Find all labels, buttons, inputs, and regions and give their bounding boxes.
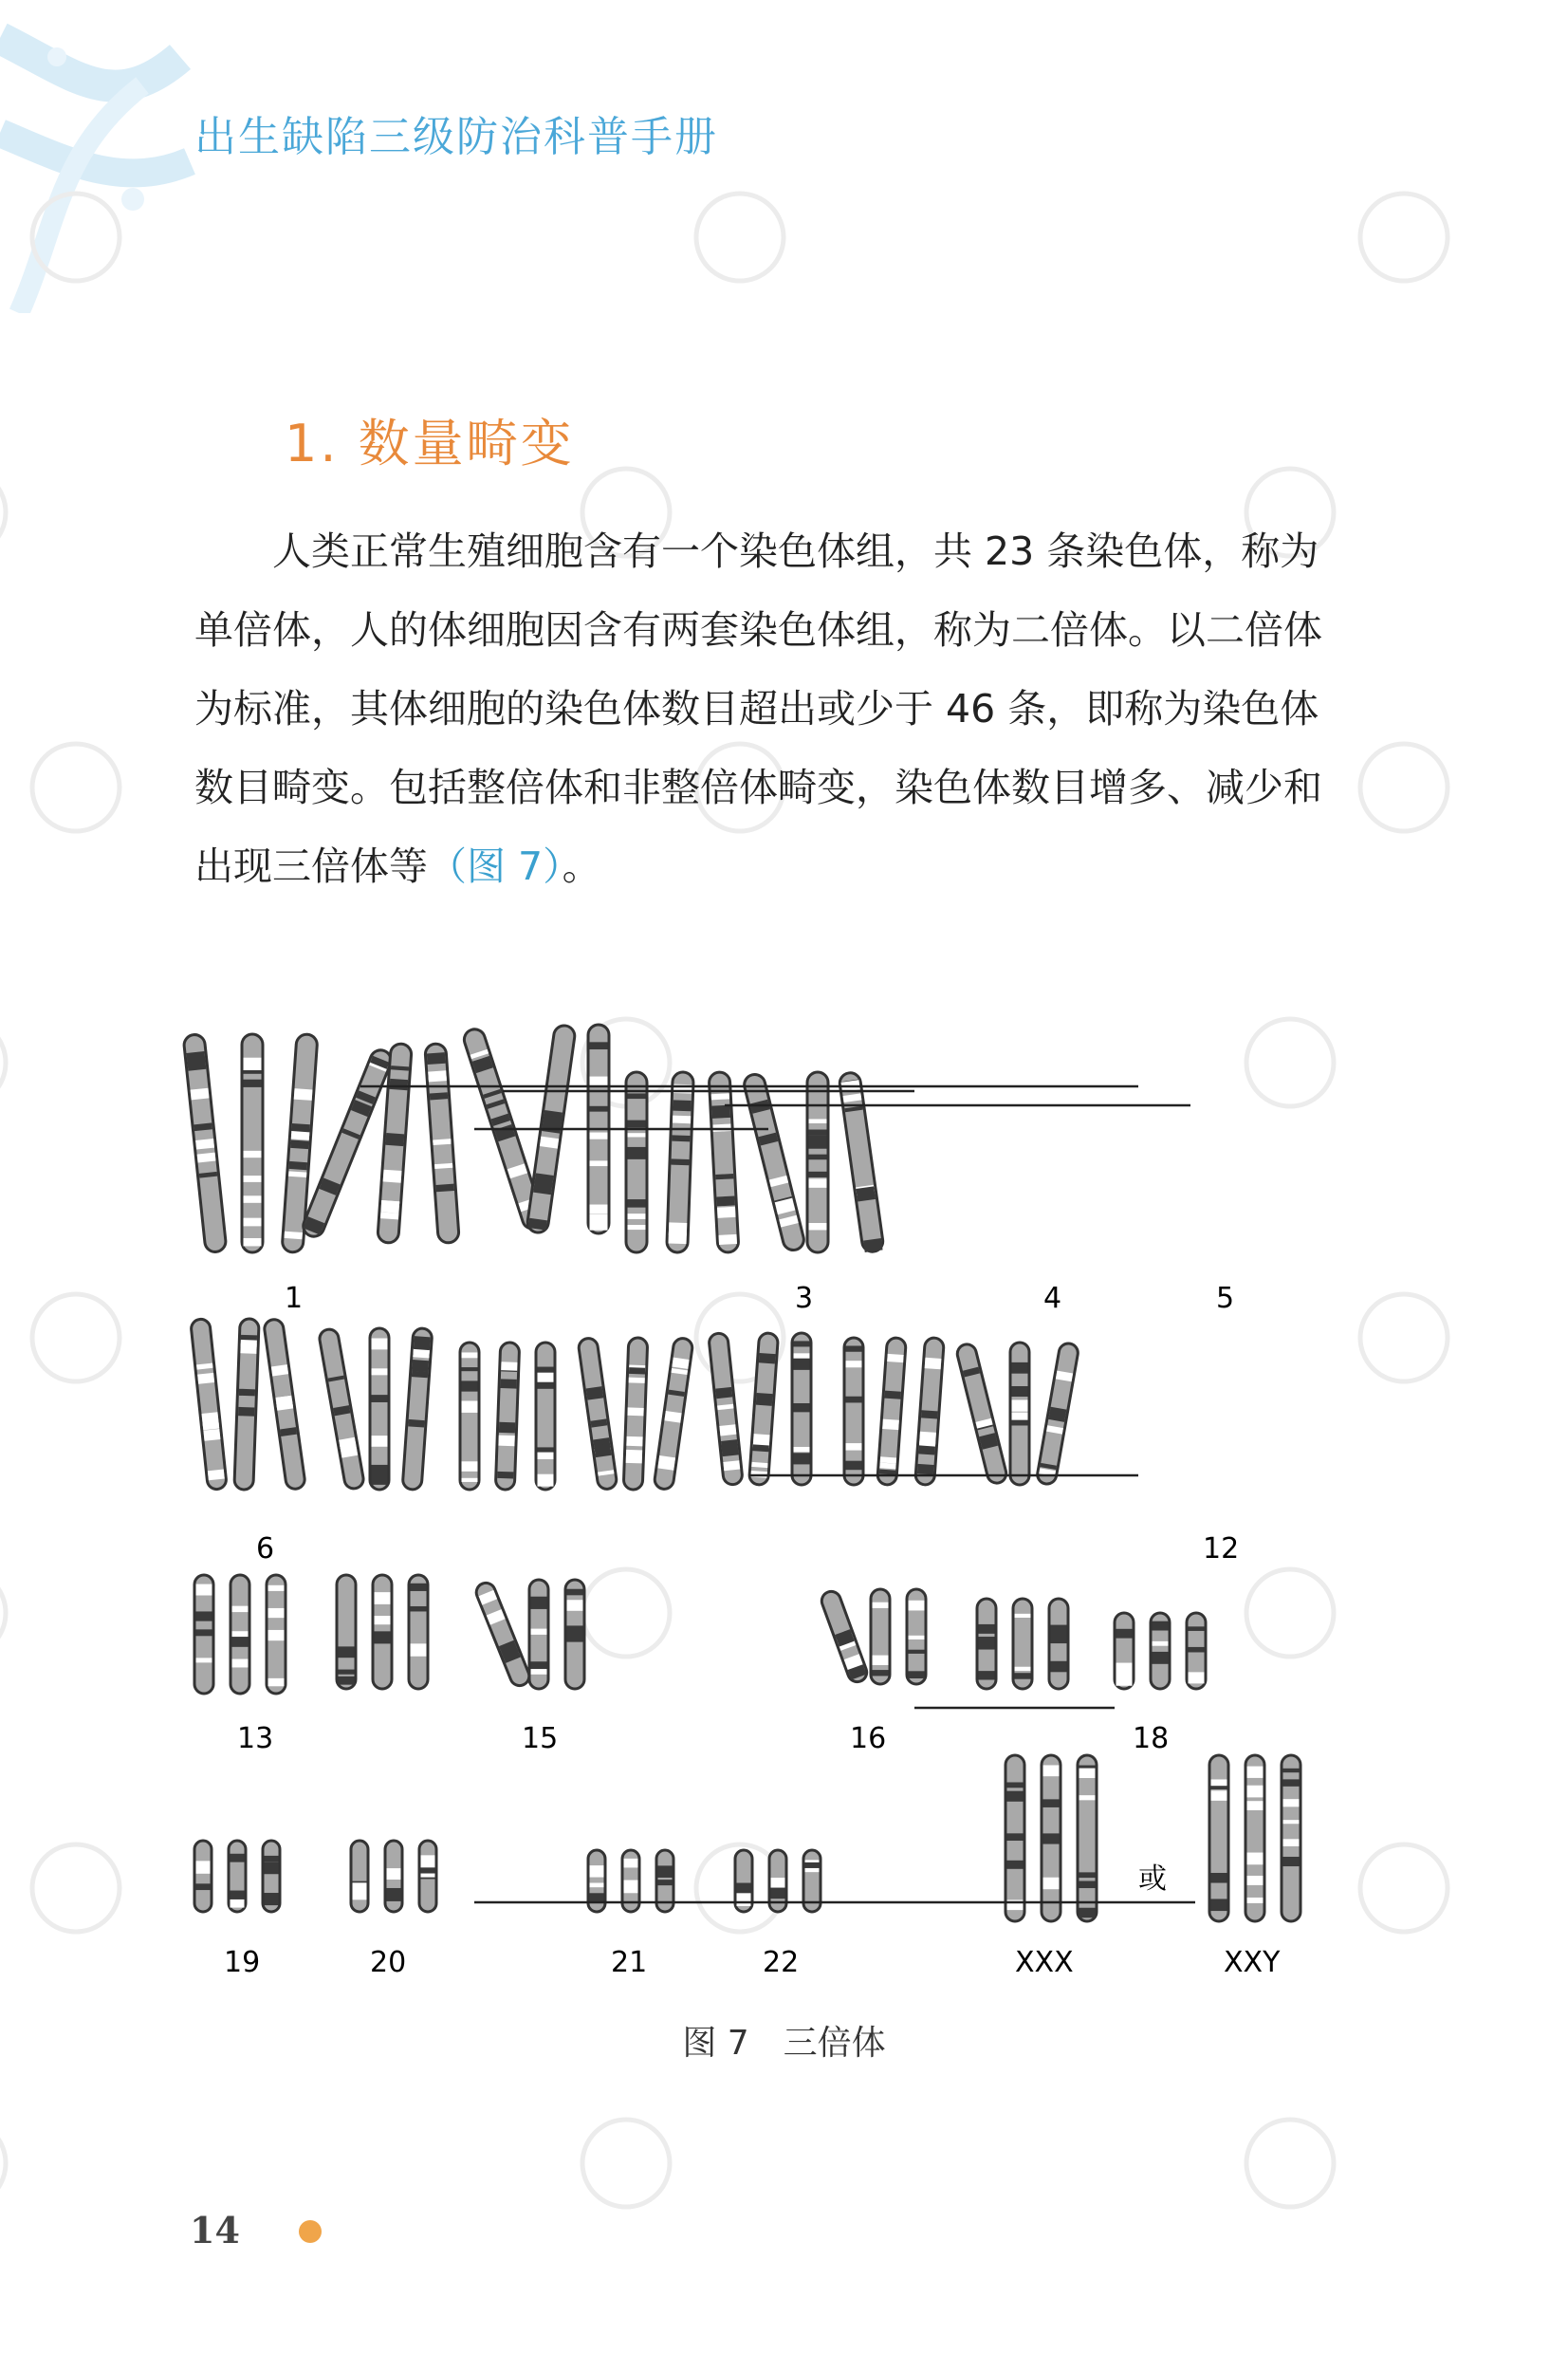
chromosome-10-3 <box>792 1333 811 1485</box>
chromosome-14-1 <box>337 1575 356 1689</box>
chromosome-18-2 <box>1151 1613 1170 1689</box>
chromosome-x-3 <box>1078 1755 1097 1921</box>
body-paragraph <box>194 512 1333 906</box>
chromosome-7-3 <box>402 1328 433 1491</box>
group-label-2-start: 4 <box>1043 1282 1062 1315</box>
page-number: 14 <box>190 2209 240 2251</box>
watermark-seal-icon <box>0 469 6 556</box>
sex-label-or: 或 <box>1138 1862 1167 1896</box>
chromosome-15-2 <box>529 1580 548 1689</box>
figure-reference-link[interactable]: （图 7） <box>428 843 563 889</box>
chromosome-14-2 <box>373 1575 392 1689</box>
chromosome-18-1 <box>1115 1613 1134 1689</box>
chromosome-17-2 <box>1013 1599 1032 1689</box>
chromosome-set <box>183 1025 1301 1921</box>
chromosome-12-3 <box>1036 1342 1079 1485</box>
section-title: 1. 数量畸变 <box>285 414 575 473</box>
group-label-1-start: 1 <box>285 1282 304 1315</box>
chromosome-1-1 <box>183 1033 227 1252</box>
chromosome-10-2 <box>748 1332 778 1485</box>
chromosome-20-3 <box>419 1841 436 1912</box>
group-label-4-end: 15 <box>522 1722 559 1755</box>
watermark-seal-icon <box>32 1294 120 1381</box>
chromosome-6-3 <box>264 1318 306 1490</box>
sex-label-xxx: XXX <box>1015 1946 1074 1979</box>
chromosome-11-2 <box>877 1337 907 1485</box>
group-label-7-end: 22 <box>763 1946 800 1979</box>
group-label-6-end: 20 <box>370 1946 407 1979</box>
dna-helix-decoration <box>0 0 218 313</box>
chromosome-y-3 <box>1282 1755 1301 1921</box>
chromosome-7-2 <box>370 1328 389 1490</box>
chromosome-5-3 <box>839 1071 884 1252</box>
chromosome-4-3 <box>709 1072 739 1253</box>
chromosome-4-2 <box>667 1072 694 1253</box>
watermark-seal-icon <box>582 2120 670 2207</box>
chromosome-5-2 <box>807 1072 828 1252</box>
sex-label-xxy: XXY <box>1224 1946 1281 1979</box>
chromosome-20-2 <box>385 1841 402 1912</box>
chromosome-9-3 <box>654 1337 693 1490</box>
chromosome-13-2 <box>231 1575 249 1694</box>
watermark-seal-icon <box>32 744 120 831</box>
group-label-1-end: 3 <box>795 1282 814 1315</box>
chromosome-1-2 <box>242 1034 263 1252</box>
chromosome-7-1 <box>318 1328 364 1491</box>
chromosome-9-2 <box>623 1338 648 1491</box>
paragraph-main-text: 人类正常生殖细胞含有一个染色体组，共 23 条染色体，称为单倍体，人的体细胞因含有两套染色体组，称为二倍体。以二倍体为标准，其体细胞的染色体数目超出或少于 46 条，即称为染色体数目畸变。包括整倍体和非整倍体畸变，染色体数目增多、减少和出现三倍体等 <box>194 528 1322 889</box>
group-label-4-start: 13 <box>237 1722 274 1755</box>
chromosome-x-2 <box>1042 1755 1061 1921</box>
group-label-5-start: 16 <box>850 1722 887 1755</box>
chromosome-4-1 <box>626 1072 647 1252</box>
chromosome-19-3 <box>263 1841 280 1912</box>
chromosome-y-1 <box>1209 1755 1228 1921</box>
chromosome-16-1 <box>820 1589 870 1685</box>
chromosome-16-2 <box>871 1589 890 1684</box>
watermark-seal-icon <box>696 194 784 281</box>
chromosome-11-1 <box>844 1338 863 1485</box>
chromosome-9-1 <box>578 1337 618 1490</box>
watermark-seal-icon <box>0 2120 6 2207</box>
chromosome-13-3 <box>267 1575 286 1694</box>
chromosome-15-1 <box>473 1580 532 1688</box>
watermark-seal-icon <box>0 1569 6 1657</box>
group-label-7-start: 21 <box>611 1946 648 1979</box>
chromosome-19-2 <box>229 1841 246 1912</box>
chromosome-11-3 <box>915 1337 945 1485</box>
chromosome-8-3 <box>536 1343 555 1490</box>
chromosome-17-3 <box>1049 1599 1068 1689</box>
chromosome-2-3 <box>425 1043 460 1243</box>
chromosome-10-1 <box>709 1332 744 1485</box>
body-text <box>194 512 1333 906</box>
paragraph-end: 。 <box>562 843 601 889</box>
chromosome-8-2 <box>495 1343 519 1491</box>
chromosome-14-3 <box>409 1575 428 1689</box>
chromosome-16-3 <box>907 1589 926 1684</box>
watermark-seal-icon <box>1360 194 1448 281</box>
chromosome-13-1 <box>194 1575 213 1694</box>
chromosome-12-2 <box>1010 1343 1029 1485</box>
page-dot-decoration <box>299 2220 322 2243</box>
chromosome-5-1 <box>742 1072 805 1252</box>
group-label-2-end: 5 <box>1216 1282 1235 1315</box>
chromosome-19-1 <box>194 1841 212 1912</box>
chromosome-x-1 <box>1005 1755 1024 1921</box>
group-label-3-end: 12 <box>1203 1532 1240 1566</box>
watermark-seal-icon <box>1360 1294 1448 1381</box>
chromosome-12-1 <box>955 1343 1008 1485</box>
watermark-seal-icon <box>1360 744 1448 831</box>
group-label-6-start: 19 <box>224 1946 261 1979</box>
chromosome-6-1 <box>191 1318 228 1490</box>
watermark-seal-icon <box>32 1844 120 1932</box>
chromosome-6-2 <box>234 1319 259 1491</box>
watermark-seal-icon <box>1360 1844 1448 1932</box>
chromosome-20-1 <box>351 1841 368 1912</box>
chromosome-17-1 <box>977 1599 996 1689</box>
watermark-seal-icon <box>0 1019 6 1106</box>
group-label-3-start: 6 <box>256 1532 275 1566</box>
chromosome-y-2 <box>1245 1755 1264 1921</box>
chromosome-15-3 <box>565 1580 584 1689</box>
figure-caption: 图 7 三倍体 <box>682 2024 886 2063</box>
group-label-5-end: 18 <box>1133 1722 1170 1755</box>
chromosome-8-1 <box>460 1343 479 1490</box>
running-header: 出生缺陷三级防治科普手册 <box>194 113 718 161</box>
chromosome-18-3 <box>1187 1613 1206 1689</box>
karyotype-figure <box>180 1006 1347 2030</box>
watermark-seal-icon <box>1246 2120 1334 2207</box>
